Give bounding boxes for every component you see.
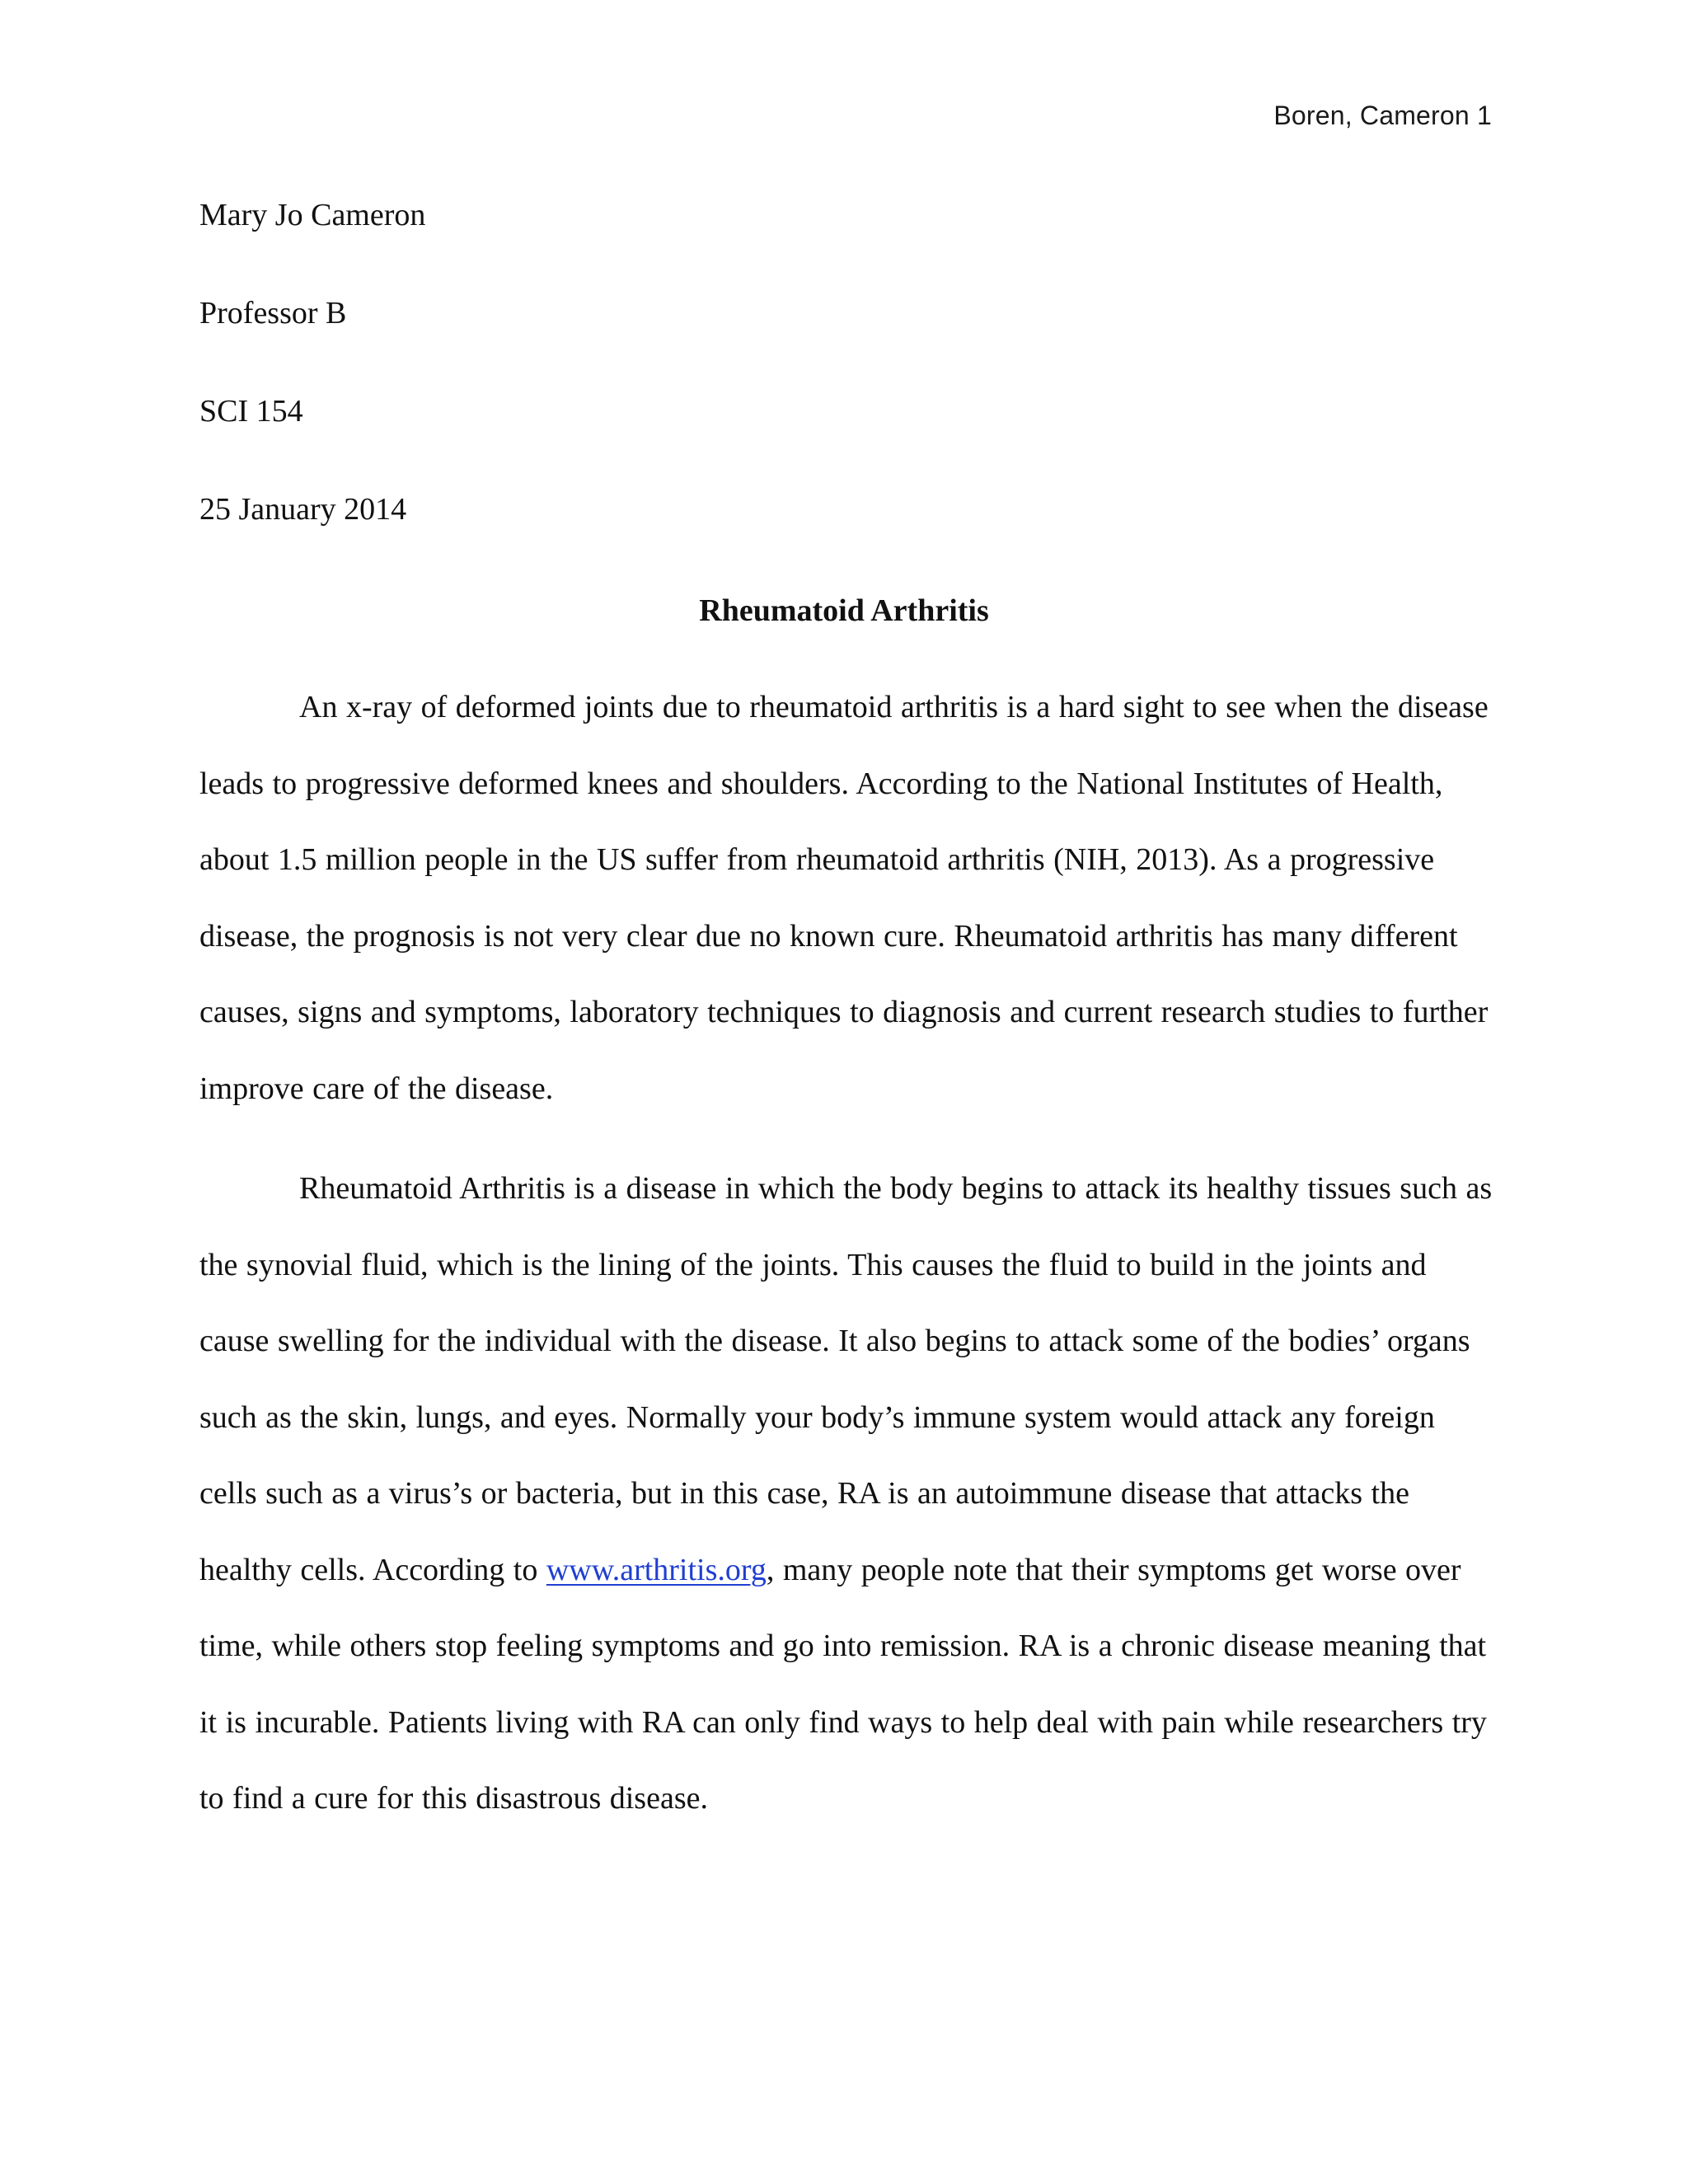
course-code: SCI 154 — [199, 394, 303, 429]
arthritis-org-link[interactable]: www.arthritis.org — [546, 1552, 767, 1587]
essay-date: 25 January 2014 — [199, 492, 407, 527]
running-head: Boren, Cameron 1 — [1273, 101, 1492, 130]
professor-name: Professor B — [199, 296, 347, 330]
body-paragraph-2 — [199, 1151, 1498, 1837]
body-paragraph-1: An x-ray of deformed joints due to rheumatoid arthritis is a hard sight to see when the disease leads to progressive deformed knees and shoulders. According to the National Institutes of Health, about 1.5 million people in the US suffer from rheumatoid arthritis (NIH, 2013). As a progressive disease, the prognosis is not very clear due no known cure. Rheumatoid arthritis has many different causes, signs and symptoms, laboratory techniques to diagnosis and current research studies to further improve care of the disease. — [199, 690, 1489, 1106]
student-name: Mary Jo Cameron — [199, 198, 426, 232]
paragraph-2-text-before-link: Rheumatoid Arthritis is a disease in which the body begins to attack its healthy tissues such as the synovial fluid, which is the lining of the joints. This causes the fluid to build in the joints and cause swelling for the individual with the disease. It also begins to attack some of the bodies’ organs such as the skin, lungs, and eyes. Normally your body’s immune system would attack any foreign cells such as a virus’s or bacteria, but in this case, RA is an autoimmune disease that attacks the healthy cells. According to — [199, 1171, 1493, 1587]
paragraph-2-text-after-link: , many people note that their symptoms get worse over time, while others stop feeling symptoms and go into remission. RA is a chronic disease meaning that it is incurable. Patients living with RA can only find ways to help deal with pain while researchers try to find a cure for this disastrous disease. — [199, 1552, 1487, 1816]
essay-title: Rheumatoid Arthritis — [699, 593, 989, 628]
